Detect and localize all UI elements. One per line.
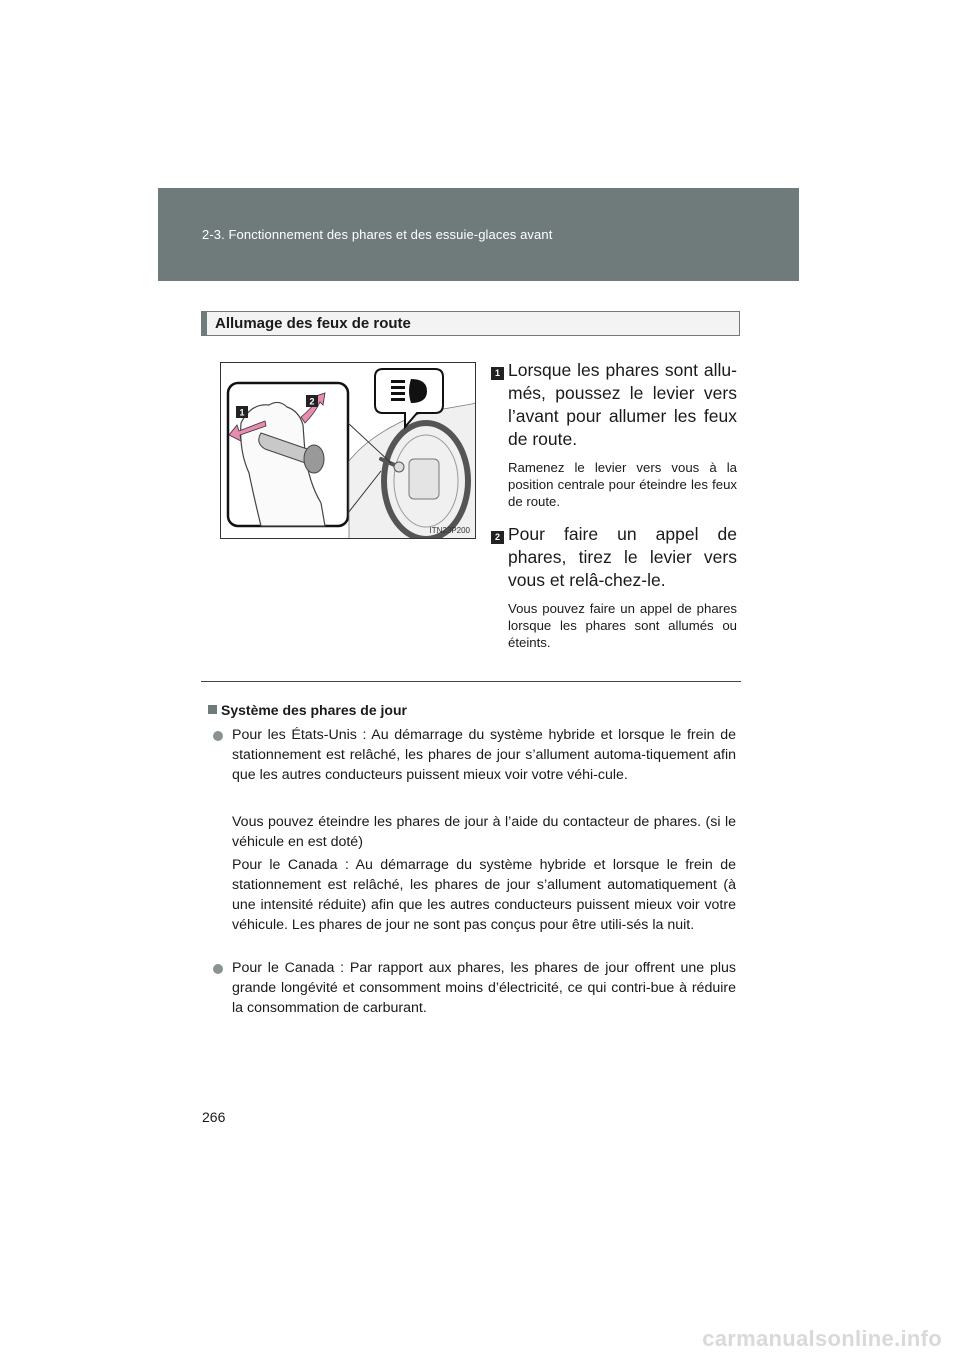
section-title-bar: [201, 311, 740, 336]
steering-hub: [409, 459, 439, 499]
section-divider: [201, 681, 741, 682]
step-1-text: Lorsque les phares sont allu-més, poussez le levier vers l’avant pour allumer les feux de route.: [508, 360, 737, 449]
bullet-dot-icon: [213, 731, 223, 741]
lever-end-cap: [304, 445, 324, 473]
step-2-note: Vous pouvez faire un appel de phares lorsque les phares sont allumés ou éteints.: [508, 601, 737, 650]
step-1-note: Ramenez le levier vers vous à la position centrale pour éteindre les feux de route.: [508, 460, 737, 509]
paragraph-1: Vous pouvez éteindre les phares de jour à l’aide du contacteur de phares. (si le véhicule en est doté): [232, 814, 736, 850]
square-marker-icon: [208, 705, 217, 714]
step-2-text: Pour faire un appel de phares, tirez le levier vers vous et relâ-chez-le.: [508, 524, 737, 590]
bullet-1-text: Pour les États-Unis : Au démarrage du système hybride et lorsque le frein de stationnement est relâché, les phares de jour s’allument automa-tiquement afin que les autres conducteurs puissent mieux voir votre véhi-cule.: [232, 727, 736, 783]
step-1-marker: 1: [491, 367, 504, 380]
bullet-dot-icon: [213, 964, 223, 974]
page-number: 266: [202, 1109, 226, 1125]
paragraph-2: Pour le Canada : Au démarrage du système hybride et lorsque le frein de stationnement est relâché, les phares de jour s’allument automatiquement (à une intensité réduite) afin que les autres conducteurs puissent mieux voir votre véhicule. Les phares de jour ne sont pas conçus pour être utili-sés la nuit.: [232, 857, 736, 933]
section-title: Allumage des feux de route: [215, 315, 411, 332]
lever-illustration-svg: [221, 363, 476, 539]
lever-illustration: [220, 362, 476, 539]
chapter-title: 2-3. Fonctionnement des phares et des essuie-glaces avant: [202, 227, 553, 242]
figure-code: ITN23P200: [429, 526, 470, 535]
bullet-2-text: Pour le Canada : Par rapport aux phares, les phares de jour offrent une plus grande longévité et consomment moins d’électricité, ce qui contri-bue à réduire la consommation de carburant.: [232, 960, 736, 1016]
lever-base: [394, 462, 404, 472]
section-accent-bar: [202, 312, 207, 335]
step-2-marker: 2: [491, 531, 504, 544]
watermark: carmanualsonline.info: [702, 1326, 942, 1351]
figure-callout-2-label: 2: [309, 396, 315, 407]
figure-callout-1-label: 1: [239, 407, 245, 418]
subsection-title: Système des phares de jour: [221, 702, 407, 718]
subsection-heading: [208, 702, 407, 718]
